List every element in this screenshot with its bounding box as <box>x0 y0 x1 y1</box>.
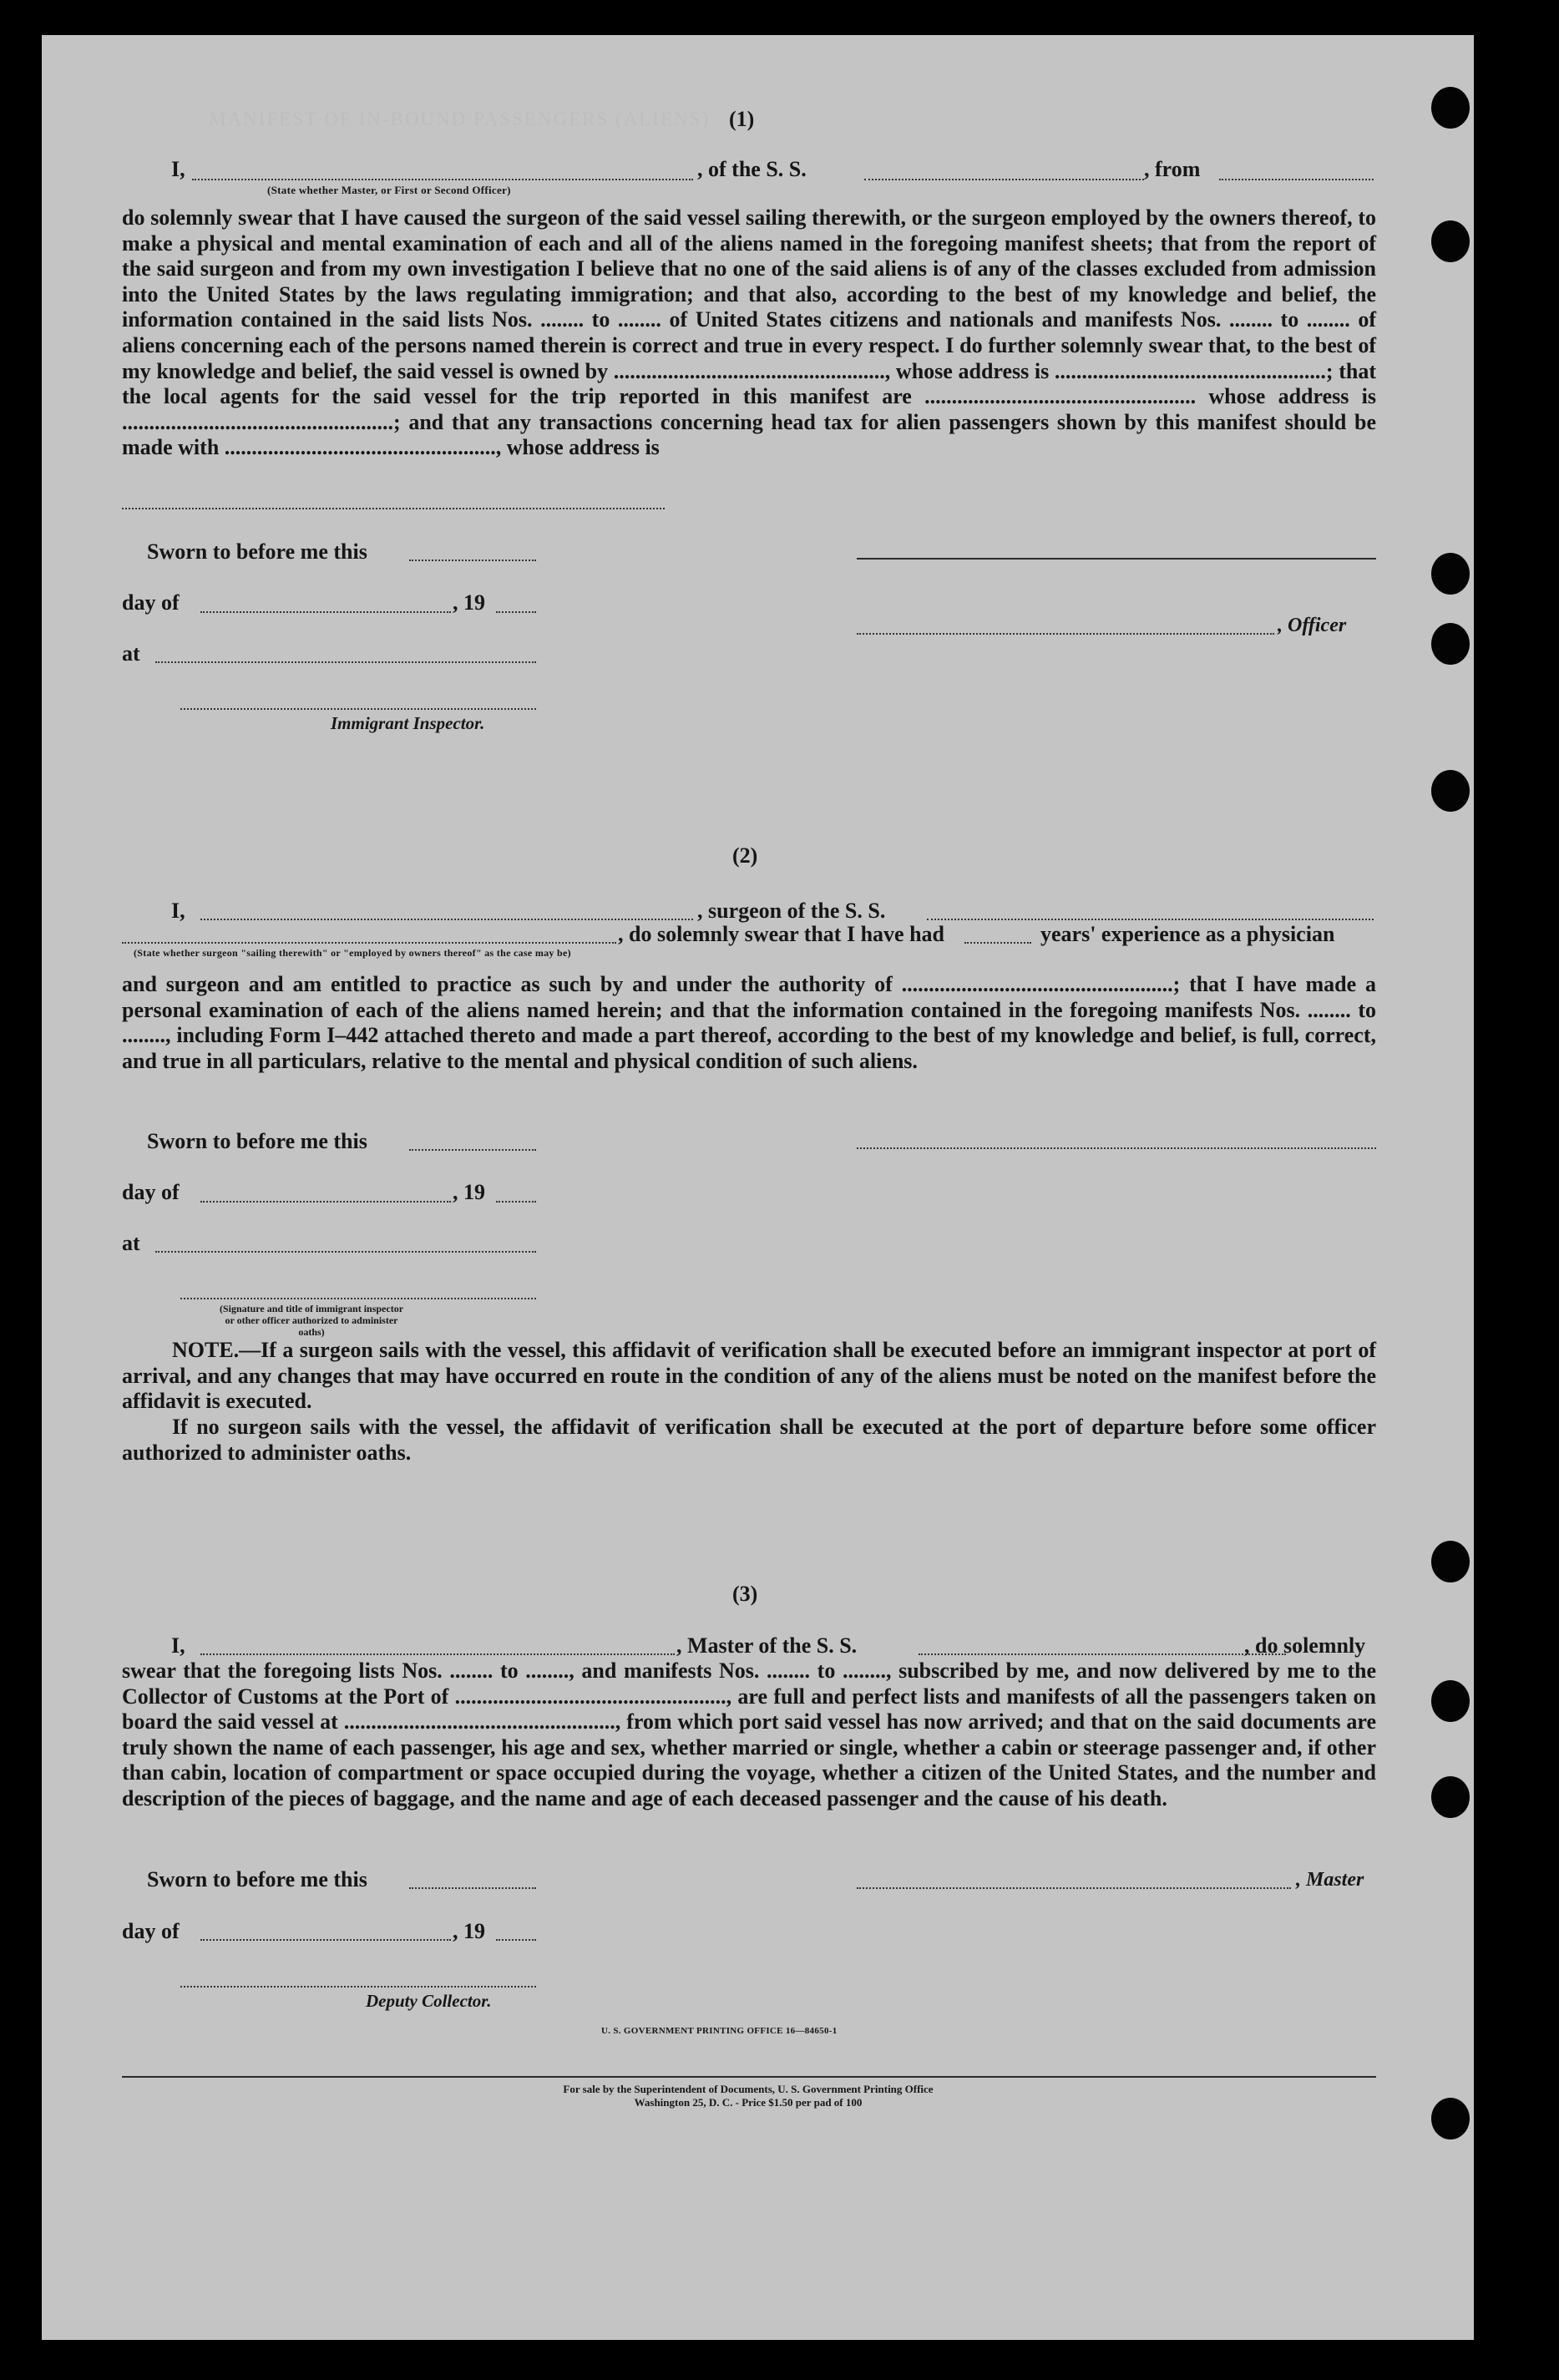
officer-caption: (State whether Master, or First or Second Officer) <box>267 184 511 196</box>
at-field-1[interactable] <box>155 661 536 663</box>
punch-hole <box>1431 1680 1470 1722</box>
sworn-label-1: Sworn to before me this <box>147 539 367 564</box>
master-label: , Master <box>1296 1869 1364 1891</box>
punch-hole <box>1431 87 1470 129</box>
surgeon-caption: (State whether surgeon "sailing therewith" or "employed by owners thereof" as the case may be) <box>134 947 571 959</box>
section-number-1: (1) <box>729 107 755 131</box>
vessel-name-field[interactable] <box>864 179 1144 180</box>
section3-body: swear that the foregoing lists Nos. ........ to ........, and manifests Nos. ........ to ........, subscribed by me, and now delivered by me to the Collector of Customs at the Port of .................................................., are full and perfect lists and manifests of all the passengers taken on board the said vessel at .................................................., from which port said vessel has now arrived; and that on the said documents are truly shown the name of each passenger, his age and sex, whether married or single, whether a cabin or steerage passenger and, if other than cabin, location of compartment or space occupied during the voyage, whether a citizen of the United States, and the number and description of the pieces of baggage, and the name and age of each deceased passenger and the cause of his death. <box>122 1658 1376 1810</box>
footer-rule <box>122 2076 1376 2078</box>
deputy-signature-line[interactable] <box>180 1986 536 1988</box>
day-of-field-1[interactable] <box>200 611 451 613</box>
year-field-2[interactable] <box>496 1201 536 1203</box>
do-solemnly-label: , do solemnly <box>1244 1633 1366 1658</box>
surgeon-of-label: , surgeon of the S. S. <box>697 899 886 923</box>
surgeon-vessel-field[interactable] <box>927 919 1374 920</box>
sworn-day-field-3[interactable] <box>409 1887 536 1889</box>
surgeon-signature-line[interactable] <box>857 1147 1376 1149</box>
sworn-label-2: Sworn to before me this <box>147 1129 367 1153</box>
section2-body: and surgeon and am entitled to practice as such by and under the authority of ..................................................; that I have made a personal examination of each of the aliens named herein; and that the information contained in the foregoing manifests Nos. ........ to ........, including Form I–442 attached thereto and made a part thereof, according to the best of my knowledge and belief, is full, correct, and true in all particulars, relative to the mental and physical condition of such aliens. <box>122 972 1376 1073</box>
swear-label: , do solemnly swear that I have had <box>618 922 945 946</box>
sworn-day-field-1[interactable] <box>409 560 536 561</box>
bleed-through-title: MANIFEST OF IN-BOUND PASSENGERS (ALIENS) <box>209 109 711 129</box>
surgeon-type-field[interactable] <box>122 942 616 944</box>
years-experience-field[interactable] <box>964 942 1031 944</box>
master-signature-line[interactable] <box>857 1887 1291 1889</box>
year-label-2: , 19 <box>453 1180 485 1204</box>
master-vessel-field[interactable] <box>919 1653 1286 1655</box>
of-ss-label: , of the S. S. <box>697 157 807 181</box>
day-of-label-3: day of <box>122 1919 180 1943</box>
punch-hole <box>1431 2098 1470 2139</box>
year-field-3[interactable] <box>496 1939 536 1941</box>
section-number-3: (3) <box>732 1582 758 1606</box>
officer-signature-line[interactable] <box>857 558 1376 560</box>
immigrant-inspector-label: Immigrant Inspector. <box>331 713 485 733</box>
sworn-label-3: Sworn to before me this <box>147 1867 367 1891</box>
at-label-1: at <box>122 641 140 666</box>
note-paragraph-2: If no surgeon sails with the vessel, the affidavit of verification shall be executed at the port of departure before some officer authorized to administer oaths. <box>122 1415 1376 1465</box>
day-of-field-3[interactable] <box>200 1939 451 1941</box>
section1-i-label: I, <box>171 157 185 181</box>
at-field-2[interactable] <box>155 1251 536 1253</box>
officer-name-field[interactable] <box>192 179 693 180</box>
punch-hole <box>1431 1776 1470 1818</box>
day-of-label-1: day of <box>122 590 180 615</box>
master-name-field[interactable] <box>200 1653 675 1655</box>
from-port-field[interactable] <box>1219 179 1374 180</box>
punch-hole <box>1431 623 1470 665</box>
note-paragraph-1: NOTE.—If a surgeon sails with the vessel, this affidavit of verification shall be executed before an immigrant inspector at port of arrival, and any changes that may have occurred en route in the condition of any of the aliens must be noted on the manifest before the affidavit is executed. <box>122 1338 1376 1414</box>
punch-hole <box>1431 553 1470 595</box>
punch-hole <box>1431 220 1470 262</box>
signature-caption: (Signature and title of immigrant inspector or other officer authorized to administer oaths) <box>219 1303 404 1338</box>
form-page <box>42 35 1474 2340</box>
oath-officer-signature-line[interactable] <box>180 1298 536 1299</box>
deputy-collector-label: Deputy Collector. <box>366 1991 492 2011</box>
from-label: , from <box>1144 157 1201 181</box>
officer-title-field[interactable] <box>857 633 1274 635</box>
sworn-day-field-2[interactable] <box>409 1149 536 1151</box>
day-of-field-2[interactable] <box>200 1201 451 1203</box>
section3-i-label: I, <box>171 1633 185 1658</box>
footer-sale-line: For sale by the Superintendent of Documents, U. S. Government Printing Office <box>563 2083 934 2095</box>
surgeon-name-field[interactable] <box>200 919 693 920</box>
years-label: years' experience as a physician <box>1040 922 1335 946</box>
section2-i-label: I, <box>171 899 185 923</box>
footer-price-line: Washington 25, D. C. - Price $1.50 per pad of 100 <box>634 2096 863 2109</box>
gpo-code: U. S. GOVERNMENT PRINTING OFFICE 16—84650-1 <box>601 2026 838 2036</box>
officer-label: , Officer <box>1278 615 1347 636</box>
year-field-1[interactable] <box>496 611 536 613</box>
section-number-2: (2) <box>732 843 758 868</box>
master-of-label: , Master of the S. S. <box>676 1633 858 1658</box>
at-label-2: at <box>122 1231 140 1255</box>
punch-hole <box>1431 1541 1470 1582</box>
section1-body: do solemnly swear that I have caused the surgeon of the said vessel sailing therewith, or the surgeon employed by the owners thereof, to make a physical and mental examination of each and all of the aliens named in the foregoing manifest sheets; that from the report of the said surgeon and from my own investigation I believe that no one of the said aliens is of any of the classes excluded from admission into the United States by the laws regulating immigration; and that also, according to the best of my knowledge and belief, the information contained in the said lists Nos. ........ to ........ of United States citizens and nationals and manifests Nos. ........ to ........ of aliens concerning each of the persons named therein is correct and true in every respect. I do further solemnly swear that, to the best of my knowledge and belief, the said vessel is owned by .................................................., whose address is ..................................................; that the local agents for the said vessel for the trip reported in this manifest are .................................................. whose address is ..................................................; and that any transactions concerning head tax for alien passengers shown by this manifest should be made with .................................................., whose address is <box>122 205 1376 460</box>
punch-hole <box>1431 770 1470 812</box>
section1-rule <box>122 508 665 509</box>
inspector-signature-line[interactable] <box>180 708 536 710</box>
year-label-1: , 19 <box>453 590 485 615</box>
day-of-label-2: day of <box>122 1180 180 1204</box>
year-label-3: , 19 <box>453 1919 485 1943</box>
